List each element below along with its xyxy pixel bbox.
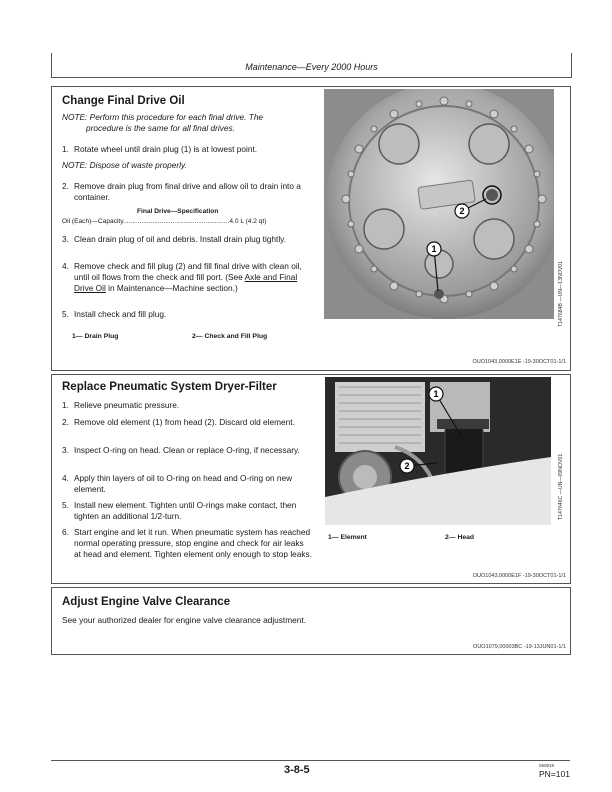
step-text: Inspect O-ring on head. Clean or replace O-ring, if necessary. bbox=[74, 445, 300, 455]
callout-1: 1 bbox=[433, 389, 439, 399]
step-text: Relieve pneumatic pressure. bbox=[74, 400, 180, 410]
section-change-final-drive-oil bbox=[51, 86, 571, 371]
note-line: procedure is the same for all final drives. bbox=[86, 123, 235, 133]
legend-item: 1— Element bbox=[328, 534, 367, 541]
cross-reference-link[interactable]: Axle and Final Drive Oil bbox=[74, 272, 298, 293]
body-text: See your authorized dealer for engine valve clearance adjustment. bbox=[62, 615, 306, 625]
page-code: PN=101 bbox=[539, 769, 570, 779]
step-text: Remove old element (1) from head (2). Discard old element. bbox=[74, 417, 295, 427]
footer-divider bbox=[51, 760, 570, 761]
step-4: 4. Apply thin layers of oil to O-ring on head and O-ring on new element. bbox=[62, 473, 312, 495]
reference-code: OUO1043,0000E1E -19-30OCT01-1/1 bbox=[472, 359, 566, 365]
section-title: Change Final Drive Oil bbox=[62, 95, 185, 107]
step-text: Install check and fill plug. bbox=[74, 309, 167, 319]
step-2: 2. Remove drain plug from final drive and allow oil to drain into a container. bbox=[62, 181, 312, 203]
step-6: 6. Start engine and let it run. When pneumatic system has reached normal operating pressure, stop engine and check for air leaks at head and element. Tighten element only enough to stop leaks. bbox=[62, 527, 313, 559]
step-text: Install new element. Tighten until O-rings make contact, then tighten an additional 1/2-turn. bbox=[74, 500, 297, 521]
note: NOTE: Dispose of waste properly. bbox=[62, 160, 187, 170]
step-1: 1. Rotate wheel until drain plug (1) is at lowest point. bbox=[62, 144, 312, 155]
image-code: T147646C —UN—09NOV01 bbox=[558, 453, 564, 520]
step-5: 5. Install new element. Tighten until O-rings make contact, then tighten an additional 1/2-turn. bbox=[62, 500, 312, 522]
step-text: Apply thin layers of oil to O-ring on head and O-ring on new element. bbox=[74, 473, 293, 494]
legend-item: 2— Head bbox=[445, 534, 475, 541]
reference-code: OUO1079,00003BC -19-13JUN01-1/1 bbox=[473, 644, 566, 650]
legend-item: 2— Check and Fill Plug bbox=[192, 333, 268, 340]
spec-title: Final Drive—Specification bbox=[137, 208, 219, 215]
section-title: Adjust Engine Valve Clearance bbox=[62, 596, 231, 608]
step-3: 3. Clean drain plug of oil and debris. Install drain plug tightly. bbox=[62, 234, 312, 245]
final-drive-photo bbox=[324, 89, 554, 319]
image-code: T147684B —UN—13NOV01 bbox=[558, 260, 564, 327]
dryer-filter-photo bbox=[325, 377, 551, 525]
header-title: Maintenance—Every 2000 Hours bbox=[245, 62, 378, 72]
step-1: 1. Relieve pneumatic pressure. bbox=[62, 400, 312, 411]
footer-small-code: 060919 bbox=[539, 763, 555, 768]
callout-2: 2 bbox=[459, 206, 465, 216]
step-text: Clean drain plug of oil and debris. Install drain plug tightly. bbox=[74, 234, 287, 244]
page-number: 3-8-5 bbox=[284, 764, 310, 776]
note-line: NOTE: Perform this procedure for each final drive. The bbox=[62, 112, 264, 122]
reference-code: OUO1043,0000E1F -19-30OCT01-1/1 bbox=[472, 573, 566, 579]
legend-item: 1— Drain Plug bbox=[72, 333, 119, 340]
section-adjust-valve-clearance bbox=[51, 587, 571, 655]
step-2: 2. Remove old element (1) from head (2). Discard old element. bbox=[62, 417, 312, 428]
step-text: Start engine and let it run. When pneumatic system has reached normal operating pressure, stop engine and check for air leaks at head and element. Tighten element only enough to stop leaks. bbox=[74, 527, 313, 559]
step-text: Rotate wheel until drain plug (1) is at lowest point. bbox=[74, 144, 258, 154]
section-title: Replace Pneumatic System Dryer-Filter bbox=[62, 381, 277, 393]
step-4: 4. Remove check and fill plug (2) and fill final drive with clean oil, until oil flows from the check and fill port. (See Axle and Final Drive Oil in Maintenance—Machine section.) bbox=[62, 261, 312, 294]
step-5: 5. Install check and fill plug. bbox=[62, 309, 312, 320]
step-3: 3. Inspect O-ring on head. Clean or replace O-ring, if necessary. bbox=[62, 445, 312, 456]
spec-row: Oil (Each)—Capacity..........................................................4.0 L (4.2 qt) bbox=[62, 218, 267, 225]
step-text: Remove drain plug from final drive and allow oil to drain into a container. bbox=[74, 181, 301, 202]
page-header bbox=[51, 53, 572, 78]
callout-1: 1 bbox=[431, 244, 437, 254]
section-replace-dryer-filter bbox=[51, 374, 571, 584]
callout-2: 2 bbox=[404, 461, 410, 471]
step-text: Remove check and fill plug (2) and fill final drive with clean oil, until oil flows from the check and fill port. (See Axle and Final Drive Oil in Maintenance—Machine section.) bbox=[74, 261, 302, 293]
note bbox=[62, 112, 312, 134]
